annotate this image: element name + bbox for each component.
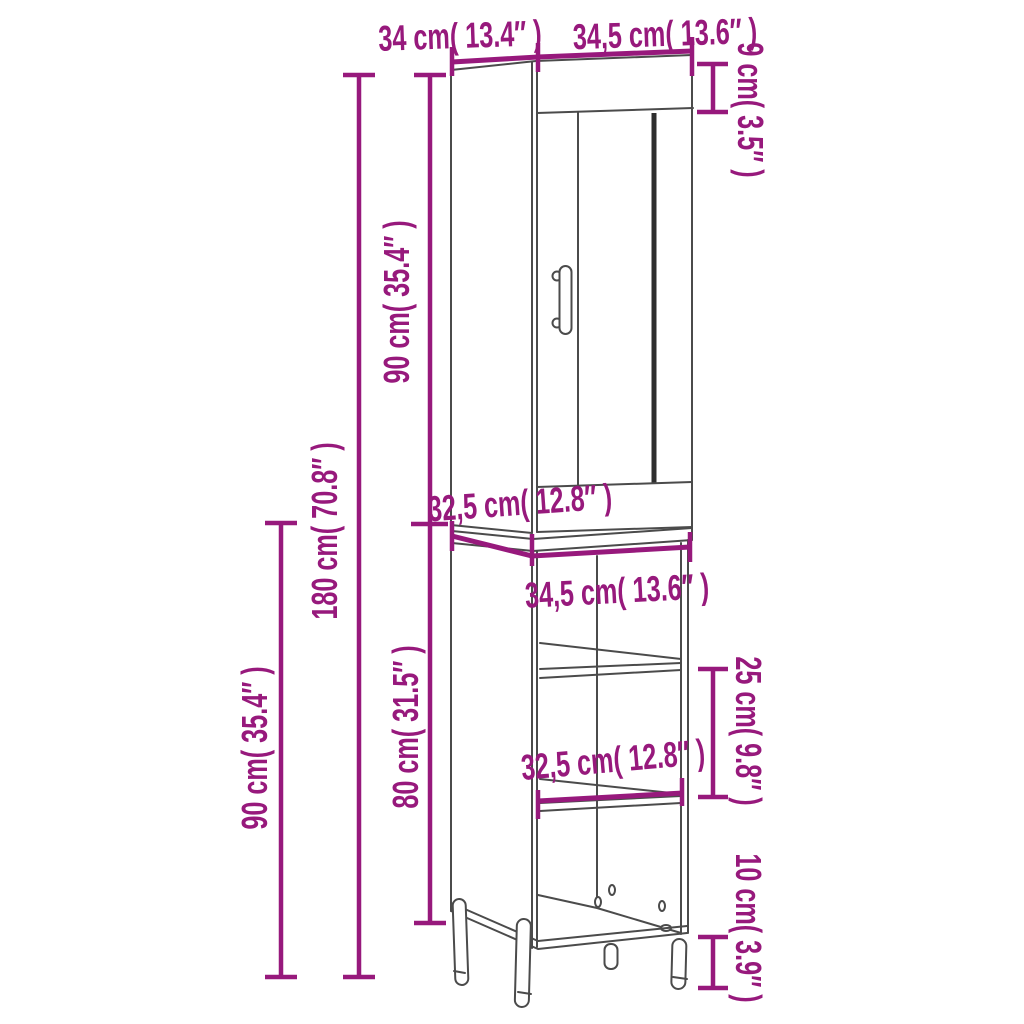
- dim-label-open-section-height: 80 cm( 31.5″ ): [385, 645, 426, 809]
- dim-line-leg-height: [698, 937, 728, 988]
- dim-label-upper-section-height: 90 cm( 35.4″ ): [376, 220, 417, 384]
- screw-hole: [609, 885, 615, 895]
- legs: [453, 899, 687, 1007]
- screw-hole: [659, 901, 665, 911]
- dim-label-top-width: 34,5 cm( 13.6″ ): [572, 9, 758, 58]
- shelf: [540, 643, 681, 678]
- dim-label-top-panel-height: 9 cm( 3.5″ ): [730, 42, 771, 178]
- dim-label-lower-depth: 32,5 cm( 12.8″ ): [426, 475, 614, 530]
- dim-label-top-depth: 34 cm( 13.4″ ): [377, 12, 543, 59]
- dim-label-shelf-spacing: 25 cm( 9.8″ ): [728, 656, 769, 806]
- dim-label-lower-section-height: 90 cm( 35.4″ ): [234, 666, 275, 830]
- leg: [671, 939, 686, 989]
- dim-line-top-panel-height: [697, 64, 728, 112]
- dim-label-shelf-depth: 32,5 cm( 12.8″ ): [519, 731, 707, 788]
- dim-label-leg-height: 10 cm( 3.9″ ): [728, 853, 769, 1003]
- dim-label-lower-width: 34,5 cm( 13.6″ ): [523, 565, 711, 616]
- screw-hole: [595, 897, 601, 907]
- dim-line-total-height: [343, 75, 375, 977]
- dim-label-total-height: 180 cm( 70.8″ ): [304, 442, 345, 620]
- leg: [605, 944, 618, 969]
- door-handle: [553, 266, 572, 334]
